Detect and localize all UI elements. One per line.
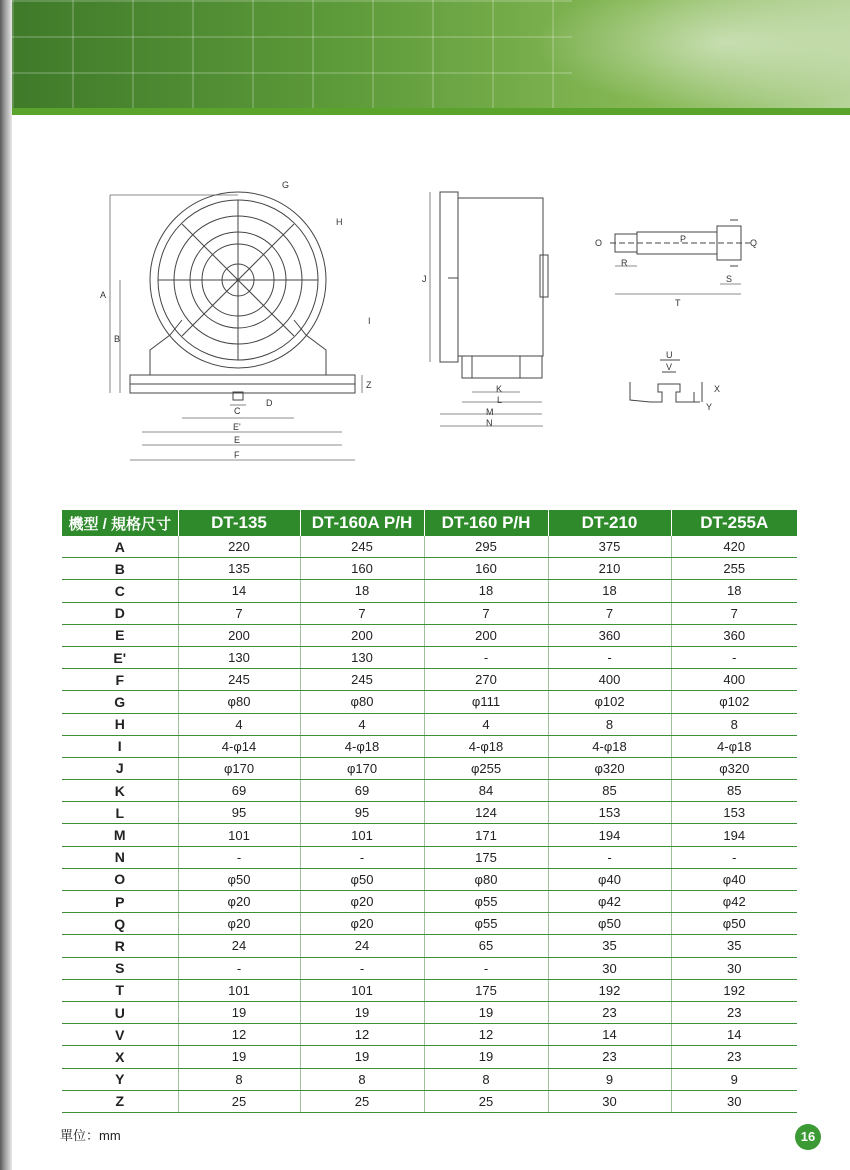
param-cell: T — [62, 979, 178, 1001]
value-cell: 4-φ18 — [671, 735, 797, 757]
param-cell: P — [62, 891, 178, 913]
value-cell: 194 — [671, 824, 797, 846]
value-cell: 4 — [300, 713, 424, 735]
param-cell: R — [62, 935, 178, 957]
value-cell: 7 — [548, 602, 671, 624]
table-row — [62, 935, 797, 957]
value-cell: 85 — [671, 780, 797, 802]
value-cell: 23 — [671, 1001, 797, 1023]
side-view-drawing — [440, 192, 548, 378]
value-cell: 19 — [178, 1046, 300, 1068]
value-cell: 135 — [178, 558, 300, 580]
value-cell: 101 — [300, 979, 424, 1001]
value-cell: 4 — [424, 713, 548, 735]
param-cell: B — [62, 558, 178, 580]
value-cell: 4-φ18 — [548, 735, 671, 757]
table-row — [62, 624, 797, 646]
label-y: Y — [706, 402, 713, 412]
value-cell: 85 — [548, 780, 671, 802]
table-row — [62, 1046, 797, 1068]
table-row — [62, 846, 797, 868]
param-cell: V — [62, 1024, 178, 1046]
value-cell: 4-φ14 — [178, 735, 300, 757]
value-cell: - — [424, 646, 548, 668]
front-view-drawing — [130, 192, 355, 400]
value-cell: 160 — [424, 558, 548, 580]
value-cell: 69 — [178, 780, 300, 802]
param-cell: A — [62, 536, 178, 558]
value-cell: φ50 — [178, 868, 300, 890]
param-cell: M — [62, 824, 178, 846]
value-cell: 194 — [548, 824, 671, 846]
header-cell-dt135: DT-135 — [178, 510, 300, 536]
value-cell: 220 — [178, 536, 300, 558]
value-cell: 18 — [671, 580, 797, 602]
value-cell: 19 — [300, 1046, 424, 1068]
value-cell: φ42 — [671, 891, 797, 913]
param-cell: Q — [62, 913, 178, 935]
table-row — [62, 891, 797, 913]
param-cell: G — [62, 691, 178, 713]
value-cell: 84 — [424, 780, 548, 802]
value-cell: φ40 — [548, 868, 671, 890]
value-cell: 7 — [671, 602, 797, 624]
label-l: L — [497, 395, 503, 405]
value-cell: - — [548, 646, 671, 668]
param-cell: Z — [62, 1090, 178, 1112]
value-cell: - — [671, 846, 797, 868]
value-cell: 95 — [300, 802, 424, 824]
param-cell: F — [62, 669, 178, 691]
header-cell-spec: 機型 / 規格尺寸 — [62, 510, 178, 536]
value-cell: φ55 — [424, 891, 548, 913]
value-cell: 360 — [548, 624, 671, 646]
table-row — [62, 979, 797, 1001]
label-p: P — [680, 234, 687, 244]
value-cell: 9 — [548, 1068, 671, 1090]
param-cell: U — [62, 1001, 178, 1023]
value-cell: 295 — [424, 536, 548, 558]
table-row — [62, 735, 797, 757]
param-cell: X — [62, 1046, 178, 1068]
value-cell: φ170 — [300, 757, 424, 779]
value-cell: 35 — [548, 935, 671, 957]
param-cell: C — [62, 580, 178, 602]
value-cell: 18 — [424, 580, 548, 602]
value-cell: 4 — [178, 713, 300, 735]
value-cell: - — [300, 846, 424, 868]
value-cell: 19 — [424, 1001, 548, 1023]
param-cell: E' — [62, 646, 178, 668]
value-cell: 23 — [548, 1001, 671, 1023]
value-cell: 8 — [671, 713, 797, 735]
table-row — [62, 1090, 797, 1112]
header-cell-dt160a: DT-160A P/H — [300, 510, 424, 536]
table-row — [62, 868, 797, 890]
table-row — [62, 669, 797, 691]
table-row — [62, 580, 797, 602]
value-cell: 7 — [178, 602, 300, 624]
table-row — [62, 824, 797, 846]
value-cell: 19 — [300, 1001, 424, 1023]
value-cell: 255 — [671, 558, 797, 580]
value-cell: 23 — [671, 1046, 797, 1068]
value-cell: 130 — [300, 646, 424, 668]
page-number-badge: 16 — [795, 1124, 821, 1150]
value-cell: 69 — [300, 780, 424, 802]
param-cell: K — [62, 780, 178, 802]
value-cell: 4-φ18 — [300, 735, 424, 757]
label-g: G — [282, 180, 290, 190]
value-cell: 23 — [548, 1046, 671, 1068]
value-cell: 200 — [178, 624, 300, 646]
value-cell: 160 — [300, 558, 424, 580]
value-cell: 420 — [671, 536, 797, 558]
page-binding-edge — [0, 0, 12, 1170]
value-cell: - — [178, 957, 300, 979]
value-cell: 18 — [548, 580, 671, 602]
value-cell: φ20 — [300, 913, 424, 935]
value-cell: 101 — [178, 979, 300, 1001]
label-j: J — [422, 274, 427, 284]
value-cell: 192 — [548, 979, 671, 1001]
value-cell: 7 — [424, 602, 548, 624]
param-cell: D — [62, 602, 178, 624]
param-cell: O — [62, 868, 178, 890]
label-m: M — [486, 407, 494, 417]
label-i: I — [368, 316, 371, 326]
label-b: B — [114, 334, 121, 344]
value-cell: 400 — [671, 669, 797, 691]
header-rule — [12, 108, 850, 115]
value-cell: 25 — [424, 1090, 548, 1112]
value-cell: φ80 — [178, 691, 300, 713]
table-row — [62, 536, 797, 558]
table-header-row — [62, 510, 797, 536]
label-c: C — [234, 406, 241, 416]
value-cell: 175 — [424, 979, 548, 1001]
value-cell: 8 — [300, 1068, 424, 1090]
label-t: T — [675, 298, 681, 308]
value-cell: 12 — [178, 1024, 300, 1046]
value-cell: 7 — [300, 602, 424, 624]
label-e: E — [234, 435, 241, 445]
value-cell: 153 — [548, 802, 671, 824]
value-cell: 124 — [424, 802, 548, 824]
value-cell: φ320 — [548, 757, 671, 779]
value-cell: 200 — [300, 624, 424, 646]
value-cell: 400 — [548, 669, 671, 691]
value-cell: 360 — [671, 624, 797, 646]
table-row — [62, 802, 797, 824]
banner-grid-pattern — [12, 0, 572, 108]
technical-drawings — [90, 170, 770, 470]
param-cell: S — [62, 957, 178, 979]
value-cell: φ320 — [671, 757, 797, 779]
value-cell: 8 — [548, 713, 671, 735]
value-cell: - — [424, 957, 548, 979]
header-cell-dt160: DT-160 P/H — [424, 510, 548, 536]
value-cell: 19 — [424, 1046, 548, 1068]
table-row — [62, 713, 797, 735]
value-cell: 4-φ18 — [424, 735, 548, 757]
param-cell: E — [62, 624, 178, 646]
header-cell-dt255a: DT-255A — [671, 510, 797, 536]
label-u: U — [666, 350, 673, 360]
value-cell: φ42 — [548, 891, 671, 913]
value-cell: 9 — [671, 1068, 797, 1090]
param-cell: H — [62, 713, 178, 735]
value-cell: 375 — [548, 536, 671, 558]
table-body — [62, 536, 797, 1112]
value-cell: 30 — [548, 957, 671, 979]
label-v: V — [666, 362, 673, 372]
param-cell: N — [62, 846, 178, 868]
param-cell: I — [62, 735, 178, 757]
value-cell: φ102 — [671, 691, 797, 713]
table-row — [62, 913, 797, 935]
table-row — [62, 757, 797, 779]
table-row — [62, 1068, 797, 1090]
table-row — [62, 691, 797, 713]
value-cell: 35 — [671, 935, 797, 957]
value-cell: 175 — [424, 846, 548, 868]
label-s: S — [726, 274, 733, 284]
param-cell: L — [62, 802, 178, 824]
label-f: F — [234, 450, 240, 460]
value-cell: 245 — [300, 669, 424, 691]
table-row — [62, 646, 797, 668]
value-cell: 24 — [178, 935, 300, 957]
label-a: A — [100, 290, 107, 300]
value-cell: 30 — [671, 957, 797, 979]
value-cell: 210 — [548, 558, 671, 580]
value-cell: φ40 — [671, 868, 797, 890]
value-cell: 192 — [671, 979, 797, 1001]
value-cell: 30 — [671, 1090, 797, 1112]
label-r: R — [621, 258, 628, 268]
value-cell: 12 — [424, 1024, 548, 1046]
value-cell: φ20 — [178, 913, 300, 935]
header-banner — [12, 0, 850, 108]
value-cell: 12 — [300, 1024, 424, 1046]
value-cell: 270 — [424, 669, 548, 691]
value-cell: 171 — [424, 824, 548, 846]
value-cell: φ50 — [548, 913, 671, 935]
value-cell: 245 — [178, 669, 300, 691]
table-row — [62, 602, 797, 624]
label-e1: E' — [233, 422, 241, 432]
value-cell: 18 — [300, 580, 424, 602]
label-n: N — [486, 418, 493, 428]
value-cell: 153 — [671, 802, 797, 824]
value-cell: φ20 — [178, 891, 300, 913]
banner-photo-area — [532, 0, 850, 108]
value-cell: φ111 — [424, 691, 548, 713]
value-cell: φ102 — [548, 691, 671, 713]
value-cell: 101 — [178, 824, 300, 846]
value-cell: 95 — [178, 802, 300, 824]
value-cell: - — [300, 957, 424, 979]
value-cell: φ55 — [424, 913, 548, 935]
value-cell: - — [178, 846, 300, 868]
value-cell: φ80 — [300, 691, 424, 713]
value-cell: 30 — [548, 1090, 671, 1112]
table-row — [62, 1024, 797, 1046]
value-cell: φ170 — [178, 757, 300, 779]
header-cell-dt210: DT-210 — [548, 510, 671, 536]
value-cell: φ20 — [300, 891, 424, 913]
table-row — [62, 1001, 797, 1023]
value-cell: φ50 — [300, 868, 424, 890]
label-k: K — [496, 384, 503, 394]
value-cell: φ80 — [424, 868, 548, 890]
table-row — [62, 957, 797, 979]
value-cell: 245 — [300, 536, 424, 558]
value-cell: - — [671, 646, 797, 668]
spec-table — [62, 510, 797, 1113]
label-x: X — [714, 384, 721, 394]
label-z: Z — [366, 380, 372, 390]
value-cell: 65 — [424, 935, 548, 957]
value-cell: 8 — [424, 1068, 548, 1090]
table-row — [62, 558, 797, 580]
value-cell: 8 — [178, 1068, 300, 1090]
table-row — [62, 780, 797, 802]
value-cell: 14 — [548, 1024, 671, 1046]
label-q: Q — [750, 238, 758, 248]
param-cell: J — [62, 757, 178, 779]
value-cell: φ50 — [671, 913, 797, 935]
unit-note: 單位：mm — [60, 1128, 121, 1143]
value-cell: 130 — [178, 646, 300, 668]
value-cell: 25 — [178, 1090, 300, 1112]
label-o: O — [595, 238, 603, 248]
value-cell: 200 — [424, 624, 548, 646]
value-cell: 101 — [300, 824, 424, 846]
param-cell: Y — [62, 1068, 178, 1090]
value-cell: 19 — [178, 1001, 300, 1023]
value-cell: φ255 — [424, 757, 548, 779]
value-cell: 25 — [300, 1090, 424, 1112]
value-cell: 14 — [178, 580, 300, 602]
value-cell: 24 — [300, 935, 424, 957]
label-d: D — [266, 398, 273, 408]
value-cell: - — [548, 846, 671, 868]
label-h: H — [336, 217, 343, 227]
value-cell: 14 — [671, 1024, 797, 1046]
